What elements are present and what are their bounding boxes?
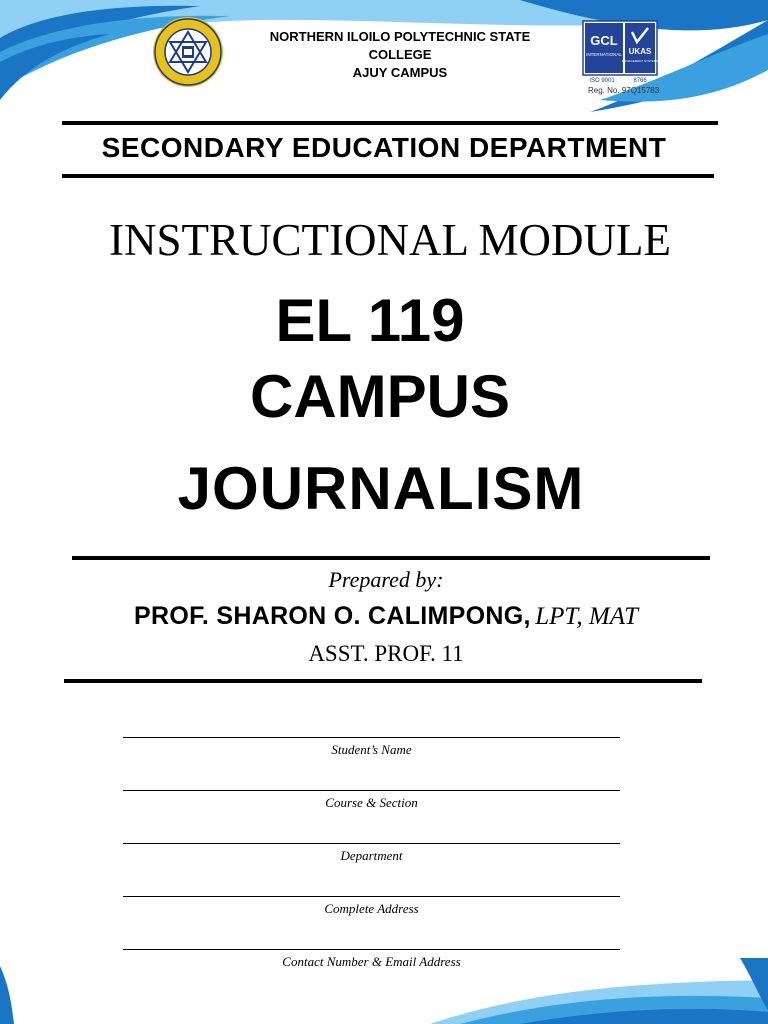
course-code: EL 119	[275, 287, 465, 354]
author-rule	[64, 679, 702, 683]
institution-name	[200, 28, 600, 82]
complete-address-field	[123, 896, 620, 917]
author-credentials: LPT, MAT	[535, 603, 638, 630]
cert-left-mark: GCL	[590, 33, 618, 48]
student-name-field	[123, 737, 620, 758]
institution-line-2: COLLEGE	[368, 47, 432, 62]
contact-label: Contact Number & Email Address	[282, 954, 461, 969]
iso-certification-logo	[582, 20, 660, 86]
cert-right-sub: MANAGEMENT SYSTEMS	[621, 59, 659, 63]
course-section-field	[123, 790, 620, 811]
contact-field	[123, 949, 620, 970]
author-line	[0, 602, 768, 631]
institution-line-1: NORTHERN ILOILO POLYTECHNIC STATE	[269, 29, 531, 44]
module-type: INSTRUCTIONAL MODULE	[108, 215, 672, 265]
cert-registration-number: Reg. No. 97Q15783	[588, 86, 660, 95]
department-rule-bottom	[62, 174, 714, 178]
course-section-label: Course & Section	[325, 795, 418, 810]
institution-line-3: AJUY CAMPUS	[352, 65, 448, 80]
cert-iso: ISO 9001	[589, 78, 615, 84]
department-heading: SECONDARY EDUCATION DEPARTMENT	[101, 132, 667, 163]
prepared-by-label: Prepared by:	[328, 567, 444, 592]
course-section-line	[123, 790, 620, 791]
author-rank: ASST. PROF. 11	[308, 641, 464, 666]
cert-left-sub: INTERNATIONAL	[586, 52, 622, 57]
title-rule	[72, 556, 710, 560]
department-field	[123, 843, 620, 864]
department-label: Department	[340, 848, 403, 863]
complete-address-line	[123, 896, 620, 897]
course-title-line-2: JOURNALISM	[177, 455, 585, 522]
contact-line	[123, 949, 620, 950]
student-name-line	[123, 737, 620, 738]
department-rule-top	[62, 121, 718, 125]
student-name-label: Student’s Name	[331, 742, 412, 757]
cert-code: 8766	[633, 78, 647, 84]
course-title-line-1: CAMPUS	[249, 363, 510, 430]
author-name: PROF. SHARON O. CALIMPONG,	[134, 602, 531, 630]
cert-right-mark: UKAS	[628, 47, 652, 56]
department-line	[123, 843, 620, 844]
complete-address-label: Complete Address	[324, 901, 419, 916]
